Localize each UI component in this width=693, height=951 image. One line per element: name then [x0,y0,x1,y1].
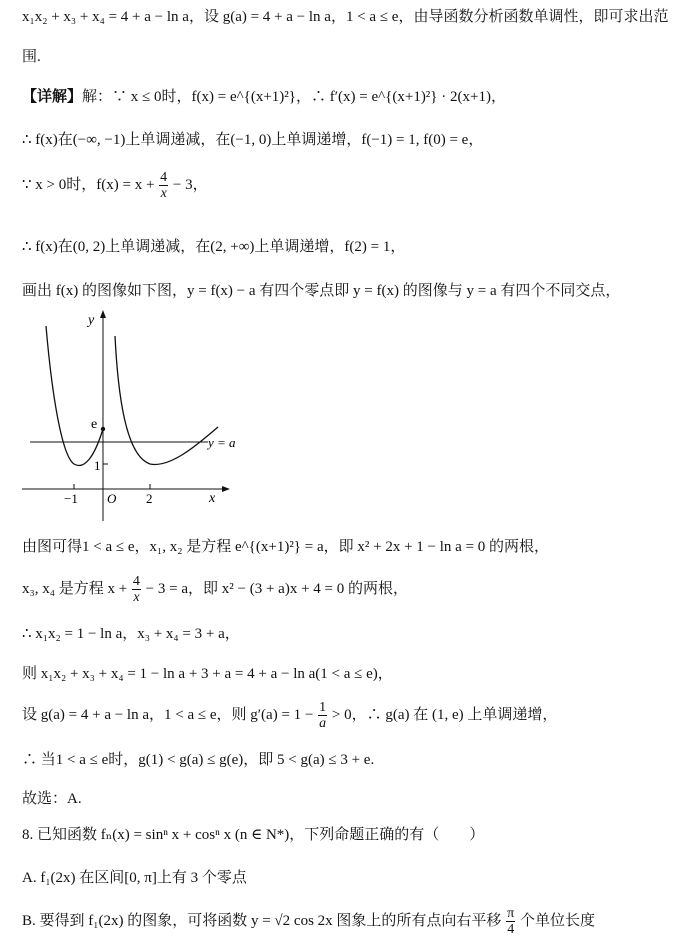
two-label: 2 [146,491,153,506]
curve-right [115,336,218,464]
text-line: 设 g(a) = 4 + a − ln a，1 < a ≤ e，则 g′(a) = 1 − $\frac{1}{a}$ > 0，∴ g(a) 在 (1, e) 上单调递增， [22,700,558,731]
origin-label: O [107,491,117,506]
text-line: 【详解】解：∵ x ≤ 0时，f(x) = e^{(x+1)²}，∴ f′(x) = e^{(x+1)²} · 2(x+1)， [22,89,506,105]
text-line: ∴ f(x)在(−∞, −1)上单调递减，在(−1, 0)上单调递增，f(−1) = 1, f(0) = e， [22,132,484,148]
fraction: $\frac{4}{x}$ [160,170,168,201]
question-stem: 8. 已知函数 fₙ(x) = sinⁿ x + cosⁿ x (n ∈ N*)，下列命题正确的有（ ） [22,827,485,843]
text-line: x₁x₂ + x₃ + x₄ = 4 + a − ln a，设 g(a) = 4 + a − ln a，1 < a ≤ e，由导函数分析函数单调性，即可求出范 [22,9,669,25]
solution-tag: 【详解】 [22,89,83,105]
text-line: x₃, x₄ 是方程 x + $\frac{4}{x}$ − 3 = a，即 x² − (3 + a)x + 4 = 0 的两根， [22,574,408,605]
option-a: A. f₁(2x) 在区间[0, π]上有 3 个零点 [22,870,247,886]
option-b: B. 要得到 f₁(2x) 的图象，可将函数 y = √2 cos 2x 图象上的所有点向右平移 $\frac{\pi}{4}$ 个单位长度 [22,906,596,937]
text-line: ∴ 当1 < a ≤ e时，g(1) < g(a) ≤ g(e)，即 5 < g(a) ≤ 3 + e. [22,752,375,768]
text-line: 则 x₁x₂ + x₃ + x₄ = 1 − ln a + 3 + a = 4 + a − ln a(1 < a ≤ e)， [22,666,393,682]
text-line: ∵ x > 0时，f(x) = x + $\frac{4}{x}$ − 3， [22,170,208,201]
fraction: $\frac{\pi}{4}$ [507,906,515,937]
one-label: 1 [94,458,101,473]
line-label: y = a [208,435,236,450]
function-graph [18,306,248,526]
text-line: 故选：A. [22,791,82,807]
x-axis-label: x [209,491,216,506]
text-line: 围. [22,49,41,65]
y-axis-arrow [100,310,106,318]
x-axis-arrow [222,486,230,492]
point-0-e [101,427,105,431]
text-line: 画出 f(x) 的图像如下图，y = f(x) − a 有四个零点即 y = f(x) 的图像与 y = a 有四个不同交点， [22,283,621,299]
y-axis-label: y [88,313,95,328]
text-line: ∴ f(x)在(0, 2)上单调递减，在(2, +∞)上单调递增，f(2) = 1， [22,239,406,255]
neg1-label: −1 [64,491,78,506]
text-line: ∴ x₁x₂ = 1 − ln a，x₃ + x₄ = 3 + a， [22,626,240,642]
curve-left [46,326,103,466]
e-label: e [91,417,98,432]
text-line: 由图可得1 < a ≤ e，x₁, x₂ 是方程 e^{(x+1)²} = a，即 x² + 2x + 1 − ln a = 0 的两根， [22,539,550,555]
fraction: $\frac{4}{x}$ [132,574,140,605]
fraction: $\frac{1}{a}$ [319,700,327,731]
